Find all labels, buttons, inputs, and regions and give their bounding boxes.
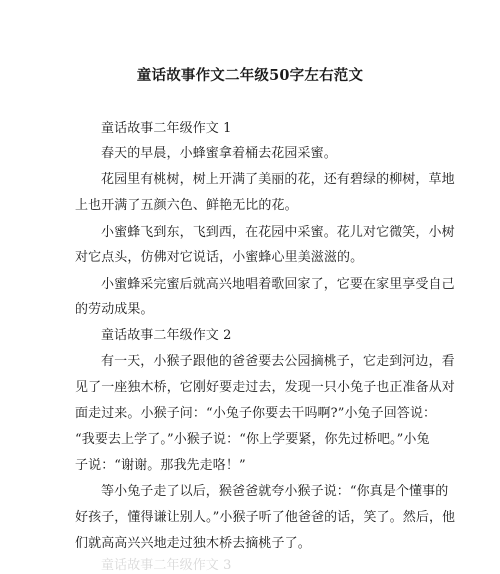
- paragraph-line: 有一天，小猴子跟他的爸爸要去公园摘桃子，它走到河边，看: [101, 354, 455, 369]
- paragraph-line: 们就高高兴兴地走过独木桥去摘桃子了。: [75, 536, 311, 551]
- paragraph-line: 小蜜蜂采完蜜后就高兴地唱着歌回家了，它要在家里享受自己: [101, 277, 455, 292]
- paragraph-line: 花园里有桃树，树上开满了美丽的花，还有碧绿的柳树，草地: [101, 172, 455, 187]
- paragraph-line: 的劳动成果。: [75, 302, 154, 317]
- paragraph-line: 春天的早晨，小蜂蜜拿着桶去花园采蜜。: [101, 146, 337, 161]
- paragraph-line: “我要去上学了。”小猴子说：“你上学要紧，你先过桥吧。”小兔: [75, 432, 430, 447]
- section-heading-1: 童话故事二年级作文 1: [101, 121, 232, 136]
- paragraph-line: 好孩子，懂得谦让别人。”小猴子听了他爸爸的话，笑了。然后，他: [75, 510, 456, 525]
- document-title: 童话故事作文二年级50字左右范文: [136, 67, 364, 84]
- paragraph-line: 子说：“谢谢。那我先走咯！”: [75, 458, 246, 473]
- paragraph-line: 面走过来。小猴子问：“小兔子你要去干吗啊?”小兔子回答说：: [75, 406, 437, 421]
- paragraph-line: 见了一座独木桥，它刚好要走过去，发现一只小兔子也正准备从对: [75, 380, 455, 395]
- paragraph-line: 等小兔子走了以后，猴爸爸就夸小猴子说：“你真是个懂事的: [101, 484, 449, 499]
- paragraph-line: 小蜜蜂飞到东，飞到西，在花园中采蜜。花儿对它微笑，小树: [101, 225, 455, 240]
- paragraph-line: 对它点头，仿佛对它说话，小蜜蜂心里美滋滋的。: [75, 250, 364, 265]
- section-heading-3: 童话故事二年级作文 3: [101, 558, 232, 573]
- section-heading-2: 童话故事二年级作文 2: [101, 328, 232, 343]
- paragraph-line: 上也开满了五颜六色、鲜艳无比的花。: [75, 198, 298, 213]
